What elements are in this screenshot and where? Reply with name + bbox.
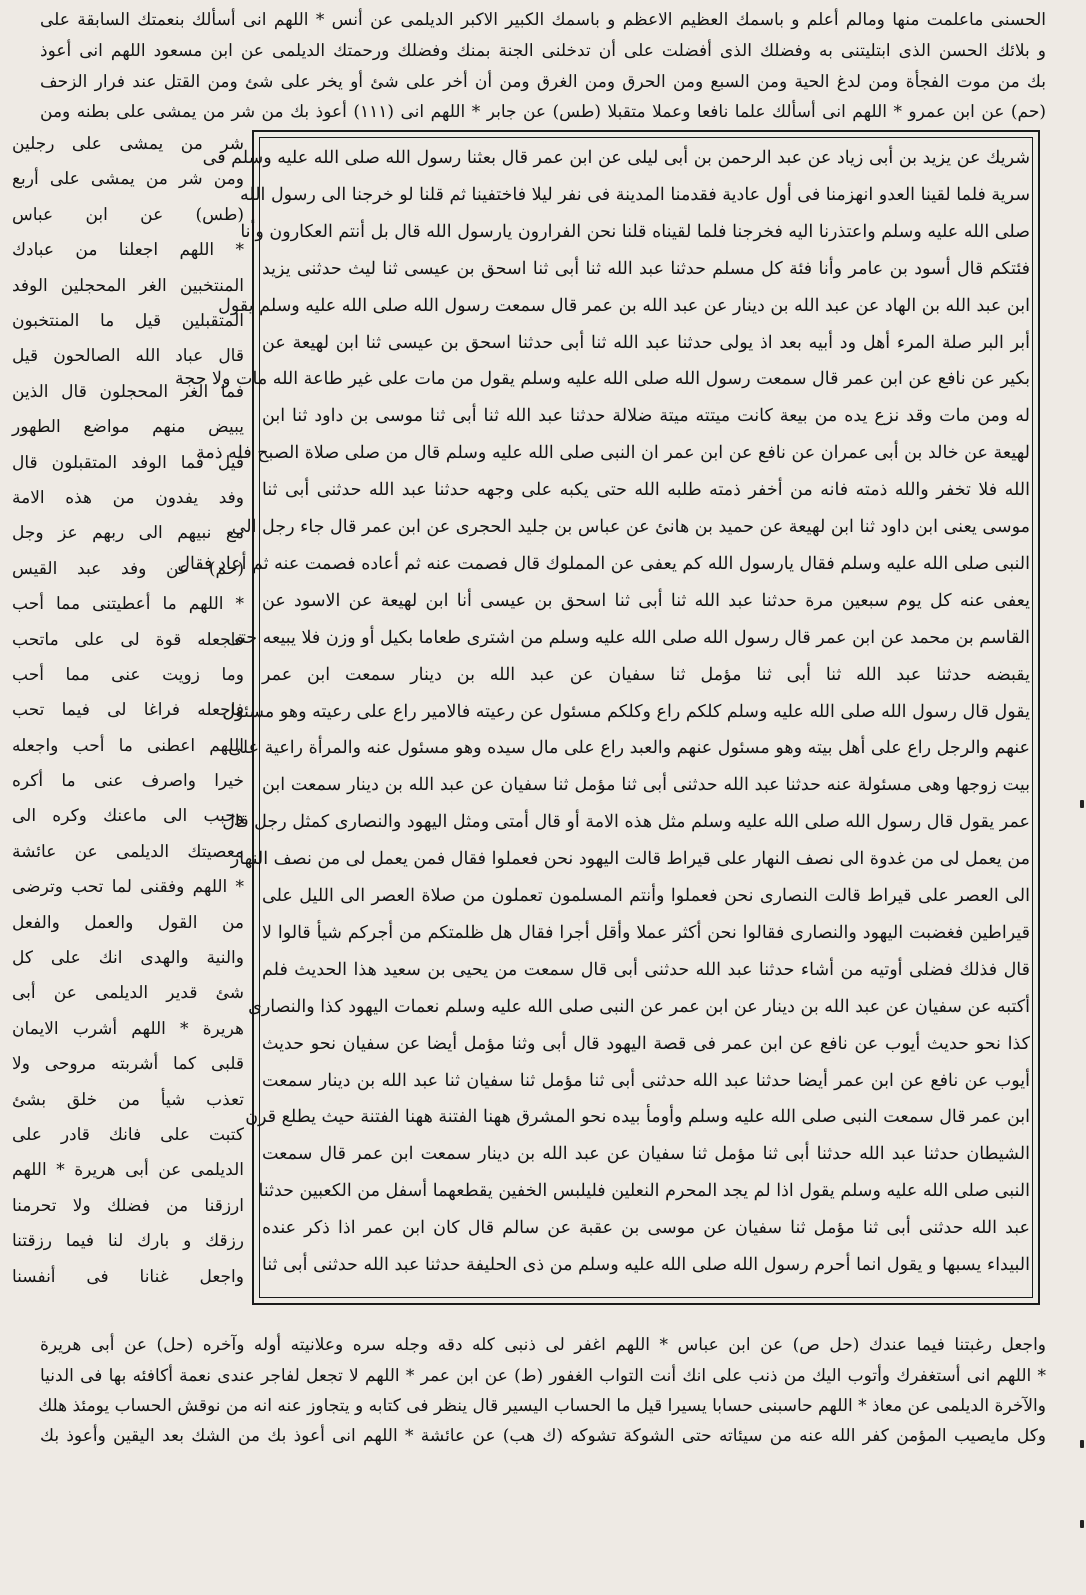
top-margin-line-1: الحسنى ماعلمت منها ومالم أعلم و باسمك العظيم الاعظم و باسمك الكبير الاكبر الديلمى عن أنس * اللهم انى أسألك بنعمتك السابقة على: [40, 10, 1046, 30]
side-margin-line: * اللهم اجعلنا من عبادك: [12, 240, 244, 261]
main-text-line: أكتبه عن سفيان عن عبد الله بن دينار عن ابن عمر عن النبى صلى الله عليه وسلم نعمات اليهود كذا والنصارى: [248, 996, 1030, 1017]
side-margin-line: * اللهم ما أعطيتنى مما أحب: [12, 594, 244, 615]
top-margin-line-3: بك من موت الفجأة ومن لدغ الحية ومن السبع ومن الحرق ومن الغرق ومن أن أخر على شئ أو يخر على شئ ومن القتل عند فرار الزحف: [40, 72, 1046, 92]
side-margin-line: خيرا واصرف عنى ما أكره: [12, 771, 244, 792]
main-text-line: لهيعة عن خالد بن أبى عمران عن نافع عن ابن عمر ان النبى صلى الله عليه وسلم قال من صلى صلاة الصبح فله ذمة: [196, 443, 1030, 464]
main-text-line: صلى الله عليه وسلم واعتذرنا اليه فخرجنا فلما لقيناه قلنا نحن الفرارون يارسول الله قال بل أنتم العكارون وأنا: [240, 221, 1030, 242]
side-margin-line: المتقبلين قيل ما المنتخبون: [12, 310, 244, 331]
main-text-line: يقبضه حدثنا عبد الله ثنا أبى ثنا مؤمل ثنا سفيان عن عبد الله بن دينار سمعت ابن عمر: [262, 664, 1030, 685]
side-margin-line: معصيتك الديلمى عن عائشة: [12, 841, 244, 862]
side-margin-line: (حم) عن وفد عبد القيس: [12, 558, 244, 579]
scan-edge-mark: [1080, 1440, 1084, 1448]
side-margin-line: هريرة * اللهم أشرب الايمان: [12, 1018, 244, 1039]
main-text-line: سرية فلما لقينا العدو انهزمنا فى أول عادية فقدمنا المدينة فى نفر ليلا فاختفينا ثم قلنا لو خرجنا الى رسول الله: [240, 184, 1030, 205]
main-text-line: أيوب عن نافع عن ابن عمر أيضا حدثنا عبد الله حدثنى أبى ثنا مؤمل ثنا سفيان ثنا عبد الله بن دينار سمعت: [262, 1070, 1030, 1091]
side-margin-line: وما زويت عنى مما أحب: [12, 664, 244, 685]
main-text-line: النبى صلى الله عليه وسلم فقال يارسول الله كم يعفى عن المملوك قال فصمت عنه ثم أعاده فصمت عنه ثم أعاد فقال: [177, 553, 1030, 574]
bottom-margin-line-4: وكل مايصيب المؤمن كفر الله عنه من سيئاته حتى الشوكة تشوكه (ك هب) عن عائشة * اللهم انى أعوذ بك من الشك بعد اليقين وأعوذ بك: [40, 1426, 1046, 1446]
main-text-line: عبد الله حدثنى أبى ثنا مؤمل ثنا سفيان عن موسى بن عقبة عن سالم قال كان ابن عمر اذا ذكر عنده: [262, 1218, 1030, 1239]
side-margin-line: وحبب الى ماعنك وكره الى: [12, 806, 244, 827]
main-text-line: عنهم والرجل راع على أهل بيته وهو مسئول عنهم والعبد راع على مال سيده وهو مسئول عنه والمرأة راعية على: [228, 738, 1030, 759]
main-text-line: بيت زوجها وهى مسئولة عنه حدثنا عبد الله حدثنى أبى ثنا مؤمل ثنا سفيان عن عبد الله بن دينار سمعت ابن: [262, 775, 1030, 796]
top-margin-line-4: (حم) عن ابن عمرو * اللهم انى أسألك علما نافعا وعملا متقبلا (طس) عن جابر * اللهم انى (١١١) أعوذ بك من شر من يمشى على بطنه ومن: [40, 102, 1046, 122]
side-margin-line: مع نبيهم الى ربهم عز وجل: [12, 523, 244, 544]
side-margin-line: المنتخبين الغر المحجلين الوفد: [12, 275, 244, 296]
side-margin-line: فاجعله قوة لى على ماتحب: [12, 629, 244, 650]
main-text-line: يعفى عنه كل يوم سبعين مرة حدثنا عبد الله ثنا أبى ثنا اسحق بن عيسى أنا ابن لهيعة عن الاسود عن: [262, 590, 1030, 611]
main-text-line: أبر البر صلة المرء أهل ود أبيه بعد اذ يولى حدثنا عبد الله ثنا أبى حدثنا اسحق بن عيسى ثنا ابن لهيعة عن: [262, 332, 1030, 353]
side-margin-line: تعذب شيأ من خلق بشئ: [12, 1089, 244, 1110]
side-margin-line: ارزقنا من فضلك ولا تحرمنا: [12, 1195, 244, 1216]
main-text-line: النبى صلى الله عليه وسلم يقول اذا لم يجد المحرم النعلين فليلبس الخفين يقطعهما أسفل من الكعبين حدثنا: [258, 1181, 1030, 1202]
side-margin-line: قال عباد الله الصالحون قيل: [12, 346, 244, 367]
side-margin-line: شر من يمشى على رجلين: [12, 134, 244, 154]
main-text-line: كذا نحو حديث أيوب عن نافع عن ابن عمر فى قصة اليهود قال أبى وثنا مؤمل أيضا عن سفيان نحو حديث: [262, 1033, 1030, 1054]
main-text-line: من يعمل لى من غدوة الى نصف النهار على قيراط قالت اليهود نحن فعملوا فقال فمن يعمل لى من نصف النهار: [230, 849, 1030, 870]
bottom-margin-line-1: واجعل رغبتنا فيما عندك (حل ص) عن ابن عباس * اللهم اغفر لى ذنبى كله دقه وجله سره وعلانيته أوله وآخره (حل) عن أبى هريرة: [40, 1335, 1046, 1355]
top-margin-line-2: و بلائك الحسن الذى ابتليتنى به وفضلك الذى أفضلت على أن تدخلنى الجنة بمنك وفضلك ورحمتك الديلمى عن ابن مسعود اللهم انى أعوذ: [40, 41, 1046, 61]
main-text-line: فئتكم قال أسود بن عامر وأنا فئة كل مسلم حدثنا عبد الله ثنا أبى ثنا اسحق بن عيسى ثنا ليث حدثنى يزيد: [262, 258, 1030, 279]
main-text-line: الشيطان حدثنا عبد الله حدثنا أبى ثنا مؤمل ثنا سفيان عن عبد الله بن دينار سمعت ابن عمر قال سمعت: [262, 1144, 1030, 1165]
side-margin-line: (طس) عن ابن عباس: [12, 204, 244, 225]
side-margin-line: يبيض منهم مواضع الطهور: [12, 417, 244, 438]
side-margin-line: اللهم اعطنى ما أحب واجعله: [12, 735, 244, 756]
main-text-line: بكير عن نافع عن ابن عمر قال سمعت رسول الله صلى الله عليه وسلم يقول من مات على غير طاعة الله مات ولا حجة: [174, 369, 1030, 390]
side-margin-line: ومن شر من يمشى على أربع: [12, 169, 244, 190]
side-margin-line: شئ قدير الديلمى عن أبى: [12, 983, 244, 1004]
side-margin-line: الديلمى عن أبى هريرة * اللهم: [12, 1160, 244, 1181]
bottom-margin-line-3: والآخرة الديلمى عن معاذ * اللهم حاسبنى حسابا يسيرا قيل ما الحساب اليسير قال ينظر فى كتابه و يتجاوز عنه انه من نوقش الحساب يومئذ هلك: [38, 1396, 1046, 1416]
main-text-line: قيراطين فغضبت اليهود والنصارى فقالوا نحن أكثر عملا وأقل أجرا فقال هل ظلمتكم من أجركم شيأ قالوا لا: [262, 922, 1030, 943]
main-text-line: له ومن مات وقد نزع يده من بيعة كانت ميتته ميتة ضلالة حدثنا عبد الله ثنا أبى ثنا موسى بن داود ثنا ابن: [262, 406, 1030, 427]
main-text-line: الى العصر على قيراط قالت النصارى نحن فعملوا وأنتم المسلمون تعملون من صلاة العصر الى الليل على: [262, 886, 1030, 907]
side-margin-line: فاجعله فراغا لى فيما تحب: [12, 700, 244, 721]
main-text-line: البيداء يسبها و يقول انما أحرم رسول الله صلى الله عليه وسلم من ذى الحليفة حدثنا عبد الله حدثنى أبى ثنا: [262, 1255, 1030, 1276]
side-margin-line: فما الغر المحجلون قال الذين: [12, 381, 244, 402]
main-text-line: موسى يعنى ابن داود ثنا ابن لهيعة عن حميد بن هانئ عن عباس بن جليد الحجرى عن ابن عمر قال جاء رجل الى: [231, 517, 1030, 538]
main-text-line: الله فلا تخفر والله ذمته فانه من أخفر ذمته طلبه الله حتى يكبه على وجهه حدثنا عبد الله حدثنى أبى ثنا: [262, 480, 1030, 501]
scan-edge-mark: [1080, 1520, 1084, 1528]
side-margin-line: * اللهم وفقنى لما تحب وترضى: [12, 877, 244, 898]
main-text-line: يقول قال رسول الله صلى الله عليه وسلم كلكم راع وكلكم مسئول عن رعيته فالامير راع على رعيته وهو مسئول: [222, 701, 1030, 722]
main-text-line: شريك عن يزيد بن أبى زياد عن عبد الرحمن بن أبى ليلى عن ابن عمر قال بعثنا رسول الله صلى الله عليه وسلم فى: [202, 148, 1030, 168]
main-text-line: ابن عمر قال سمعت النبى صلى الله عليه وسلم وأومأ بيده نحو المشرق ههنا الفتنة ههنا الفتنة حيث يطلع قرن: [245, 1107, 1030, 1128]
main-text-line: قال فذلك فضلى أوتيه من أشاء حدثنا عبد الله حدثنى أبى قال سمعت من يحيى بن سعيد هذا الحديث فلم: [262, 959, 1030, 980]
main-text-line: عمر يقول قال رسول الله صلى الله عليه وسلم مثل هذه الامة أو قال أمتى ومثل اليهود والنصارى كمثل رجل قال: [222, 812, 1030, 833]
side-margin-line: واجعل غنانا فى أنفسنا: [12, 1266, 244, 1287]
side-margin-line: رزقك و بارك لنا فيما رزقتنا: [12, 1231, 244, 1252]
side-margin-line: والنية والهدى انك على كل: [12, 948, 244, 969]
side-margin-line: من القول والعمل والفعل: [12, 912, 244, 933]
bottom-margin-line-2: * اللهم انى أستغفرك وأتوب اليك من ذنب على انك أنت التواب الغفور (ط) عن ابن عمر * اللهم لا تجعل لفاجر عندى نعمة أكافئه بها فى الدنيا: [40, 1366, 1046, 1386]
scan-edge-mark: [1080, 800, 1084, 808]
side-margin-line: قلبى كما أشربته مروحى ولا: [12, 1054, 244, 1075]
side-margin-line: وفد يفدون من هذه الامة: [12, 487, 244, 508]
main-text-line: ابن عبد الله بن الهاد عن عبد الله بن دينار عن عبد الله بن عمر قال سمعت رسول الله صلى الله عليه وسلم يقول: [218, 295, 1030, 316]
side-margin-line: قيل فما الوفد المتقبلون قال: [12, 452, 244, 473]
side-margin-line: كتبت على فانك قادر على: [12, 1125, 244, 1146]
main-text-line: القاسم بن محمد عن ابن عمر قال رسول الله صلى الله عليه وسلم من اشترى طعاما بكيل أو وزن فلا يبيعه حتى: [226, 627, 1030, 648]
